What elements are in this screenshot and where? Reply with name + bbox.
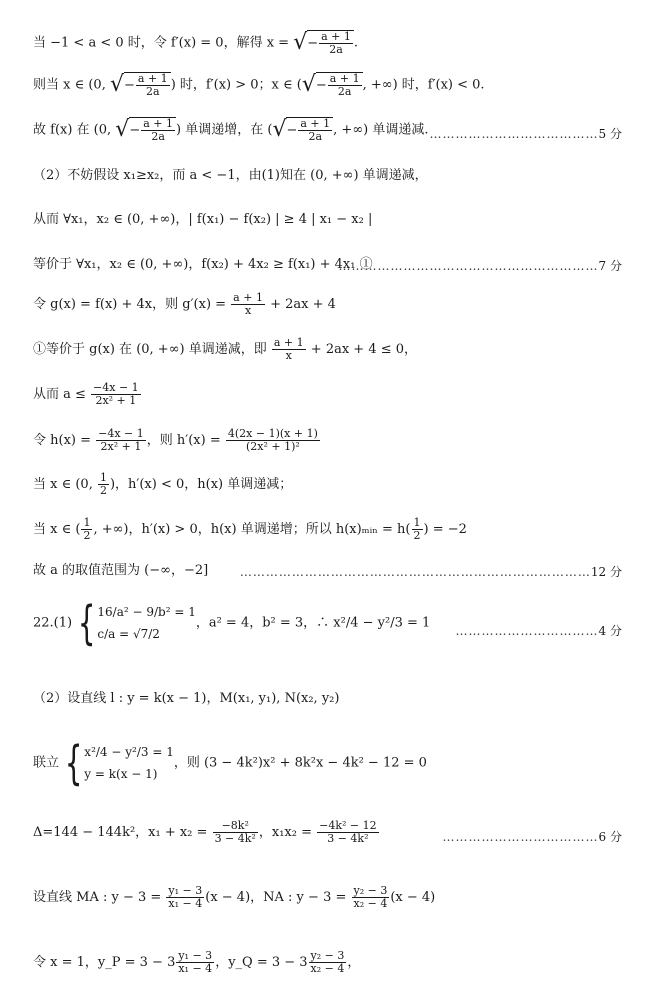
numerator: 1 bbox=[413, 516, 421, 529]
line-18 bbox=[33, 885, 435, 910]
score-12 bbox=[240, 563, 622, 580]
numerator: y₂ − 3 bbox=[353, 884, 388, 897]
denominator: x bbox=[244, 304, 252, 317]
line-6 bbox=[33, 257, 373, 273]
numerator: a + 1 bbox=[233, 291, 263, 304]
denominator: 2a bbox=[337, 85, 352, 98]
leader-dots: ………………………………… bbox=[429, 127, 599, 141]
fraction bbox=[136, 73, 170, 98]
text: ，a² = 4，b² = 3，∴ x²/4 − y²/3 = 1 bbox=[195, 615, 431, 631]
leader-dots: …………………………… bbox=[455, 624, 599, 638]
minus: − bbox=[307, 36, 319, 51]
system-row: c/a = √7/2 bbox=[97, 627, 160, 641]
denominator: 3 − 4k² bbox=[214, 832, 256, 845]
text: ) 时，f′(x) > 0；x ∈ ( bbox=[170, 77, 302, 93]
leader-dots: ……………………………………………………………………… bbox=[239, 565, 591, 579]
fraction bbox=[141, 118, 175, 143]
equation-system bbox=[59, 736, 174, 790]
numerator: −4k² − 12 bbox=[319, 819, 377, 832]
text: 联立 bbox=[33, 755, 60, 771]
numerator: a + 1 bbox=[137, 72, 168, 85]
text: (x − 4) bbox=[390, 890, 436, 905]
line-7 bbox=[33, 292, 336, 317]
text: 令 x = 1，y_P = 3 − 3 bbox=[33, 955, 176, 970]
line-9 bbox=[33, 382, 142, 407]
text: 则当 x ∈ (0, bbox=[33, 77, 110, 93]
numerator: a + 1 bbox=[321, 30, 351, 43]
sqrt: √− $\frac{a + 1}{2a}$ bbox=[110, 72, 171, 98]
text: 故 a 的取值范围为 (−∞，−2] bbox=[33, 563, 209, 578]
minus: − bbox=[129, 123, 141, 138]
text: ，则 (3 − 4k²)x² + 8k²x − 4k² − 12 = 0 bbox=[173, 755, 427, 771]
fraction bbox=[412, 517, 423, 542]
equation-system bbox=[72, 596, 196, 650]
brace-icon: { bbox=[77, 596, 96, 650]
denominator: 2a bbox=[146, 85, 160, 98]
fraction bbox=[317, 820, 379, 845]
numerator: −4x − 1 bbox=[93, 381, 139, 394]
text: ，x₁x₂ = bbox=[258, 825, 317, 840]
fraction bbox=[166, 885, 204, 910]
text: , +∞) 单调递减. bbox=[333, 122, 429, 138]
line-13 bbox=[33, 563, 208, 579]
text: （2）设直线 l : y = k(x − 1)，M(x₁, y₁), N(x₂, y₂) bbox=[33, 691, 340, 706]
denominator: 2a bbox=[308, 130, 323, 143]
score-6 bbox=[443, 828, 622, 845]
line-17 bbox=[33, 820, 380, 845]
denominator: 2 bbox=[413, 529, 421, 542]
text: . bbox=[353, 35, 359, 51]
text: 当 −1 < a < 0 时，令 f′(x) = 0，解得 x = bbox=[33, 35, 294, 51]
minus: − bbox=[315, 78, 327, 93]
text: 令 h(x) = bbox=[33, 433, 96, 448]
minus: − bbox=[124, 78, 135, 93]
text: Δ=144 − 144k²，x₁ + x₂ = bbox=[33, 825, 212, 840]
line-11 bbox=[33, 472, 292, 497]
brace-icon: { bbox=[64, 736, 83, 790]
fraction bbox=[272, 337, 306, 362]
points: 4 分 bbox=[598, 624, 622, 638]
text: ，则 h′(x) = bbox=[146, 433, 225, 448]
fraction bbox=[328, 73, 362, 98]
fraction bbox=[298, 118, 332, 143]
denominator: x₁ − 4 bbox=[178, 962, 213, 975]
denominator: 2x² + 1 bbox=[100, 440, 142, 453]
text: 故 f(x) 在 (0, bbox=[33, 122, 116, 138]
line-19 bbox=[33, 950, 360, 975]
text: , +∞) 时，f′(x) < 0. bbox=[362, 77, 485, 93]
text: 从而 a ≤ bbox=[33, 387, 91, 402]
numerator: −8k² bbox=[213, 820, 258, 833]
numerator: −4x − 1 bbox=[98, 427, 144, 440]
denominator: (2x² + 1)² bbox=[245, 440, 300, 453]
sqrt: √− $\frac{a + 1}{2a}$ bbox=[293, 30, 354, 56]
text: + 2ax + 4 bbox=[265, 297, 336, 312]
text: ) = −2 bbox=[423, 522, 467, 537]
fraction bbox=[176, 950, 214, 975]
leader-dots: …………………………………………………… bbox=[338, 259, 599, 273]
numerator: 1 bbox=[99, 471, 107, 484]
fraction bbox=[98, 472, 109, 497]
text: 等价于 ∀x₁，x₂ ∈ (0, +∞)，f(x₂) + 4x₂ ≥ f(x₁) + 4x₁ ① bbox=[33, 257, 373, 272]
denominator: 2a bbox=[151, 130, 165, 143]
fraction bbox=[319, 31, 353, 56]
line-2 bbox=[33, 72, 485, 98]
points: 6 分 bbox=[598, 830, 622, 844]
fraction bbox=[213, 820, 258, 845]
text: (x − 4)，NA : y − 3 = bbox=[205, 890, 351, 905]
text: （2）不妨假设 x₁≥x₂，而 a < −1，由(1)知在 (0, +∞) 单调递减， bbox=[33, 168, 428, 183]
line-15 bbox=[33, 691, 339, 707]
text: ，y_Q = 3 − 3 bbox=[215, 955, 308, 970]
text: , +∞)，h′(x) > 0，h(x) 单调递增；所以 h(x)ₘᵢₙ = h( bbox=[93, 522, 411, 537]
line-3 bbox=[33, 117, 428, 143]
sqrt: √− $\frac{a + 1}{2a}$ bbox=[302, 72, 363, 98]
points: 12 分 bbox=[590, 565, 622, 579]
line-14 bbox=[33, 596, 431, 650]
leader-dots: ……………………………… bbox=[442, 830, 599, 844]
fraction bbox=[91, 382, 141, 407]
sqrt: √− $\frac{a + 1}{2a}$ bbox=[272, 117, 333, 143]
score-7 bbox=[339, 257, 622, 274]
numerator: 1 bbox=[83, 516, 91, 529]
denominator: x₂ − 4 bbox=[310, 962, 345, 975]
line-12 bbox=[33, 517, 467, 542]
line-16 bbox=[33, 736, 427, 790]
points: 5 分 bbox=[598, 127, 622, 141]
text: ) 单调递增，在 ( bbox=[176, 122, 273, 138]
fraction bbox=[231, 292, 265, 317]
text: 当 x ∈ ( bbox=[33, 522, 81, 537]
denominator: x₁ − 4 bbox=[168, 897, 203, 910]
line-10 bbox=[33, 428, 321, 453]
text: 22.(1) bbox=[33, 615, 73, 631]
numerator: y₁ − 3 bbox=[168, 884, 203, 897]
denominator: x bbox=[285, 349, 292, 362]
numerator: y₂ − 3 bbox=[310, 949, 345, 962]
fraction bbox=[226, 428, 320, 453]
text: + 2ax + 4 ≤ 0， bbox=[306, 342, 418, 357]
sqrt: √− $\frac{a + 1}{2a}$ bbox=[115, 117, 176, 143]
line-5 bbox=[33, 212, 372, 228]
system-row: 16/a² − 9/b² = 1 bbox=[97, 605, 196, 619]
denominator: x₂ − 4 bbox=[353, 897, 388, 910]
denominator: 3 − 4k² bbox=[327, 832, 369, 845]
text: ， bbox=[347, 955, 361, 970]
numerator: a + 1 bbox=[273, 336, 304, 349]
system-row: x²/4 − y²/3 = 1 bbox=[84, 745, 174, 759]
text: )，h′(x) < 0，h(x) 单调递减； bbox=[109, 477, 293, 492]
numerator: a + 1 bbox=[329, 72, 360, 85]
numerator: a + 1 bbox=[143, 117, 174, 130]
denominator: 2 bbox=[83, 529, 91, 542]
denominator: 2x² + 1 bbox=[95, 394, 137, 407]
points: 7 分 bbox=[598, 259, 622, 273]
numerator: 4(2x − 1)(x + 1) bbox=[227, 427, 318, 440]
line-8 bbox=[33, 337, 417, 362]
text: 从而 ∀x₁，x₂ ∈ (0, +∞)，| f(x₁) − f(x₂) | ≥ 4 | x₁ − x₂ | bbox=[33, 212, 373, 227]
numerator: a + 1 bbox=[300, 117, 331, 130]
fraction bbox=[81, 517, 92, 542]
fraction bbox=[96, 428, 146, 453]
minus: − bbox=[286, 123, 298, 138]
fraction bbox=[352, 885, 390, 910]
text: 当 x ∈ (0, bbox=[33, 477, 97, 492]
text: 设直线 MA : y − 3 = bbox=[33, 890, 166, 905]
numerator: y₁ − 3 bbox=[178, 949, 213, 962]
fraction bbox=[309, 950, 347, 975]
score-4 bbox=[456, 622, 622, 639]
score-5 bbox=[430, 125, 622, 142]
text: ①等价于 g(x) 在 (0, +∞) 单调递减，即 bbox=[33, 342, 271, 357]
denominator: 2a bbox=[329, 43, 343, 56]
system-row: y = k(x − 1) bbox=[84, 767, 158, 781]
line-1 bbox=[33, 30, 358, 56]
line-4 bbox=[33, 168, 428, 184]
denominator: 2 bbox=[99, 484, 107, 497]
text: 令 g(x) = f(x) + 4x，则 g′(x) = bbox=[33, 297, 231, 312]
